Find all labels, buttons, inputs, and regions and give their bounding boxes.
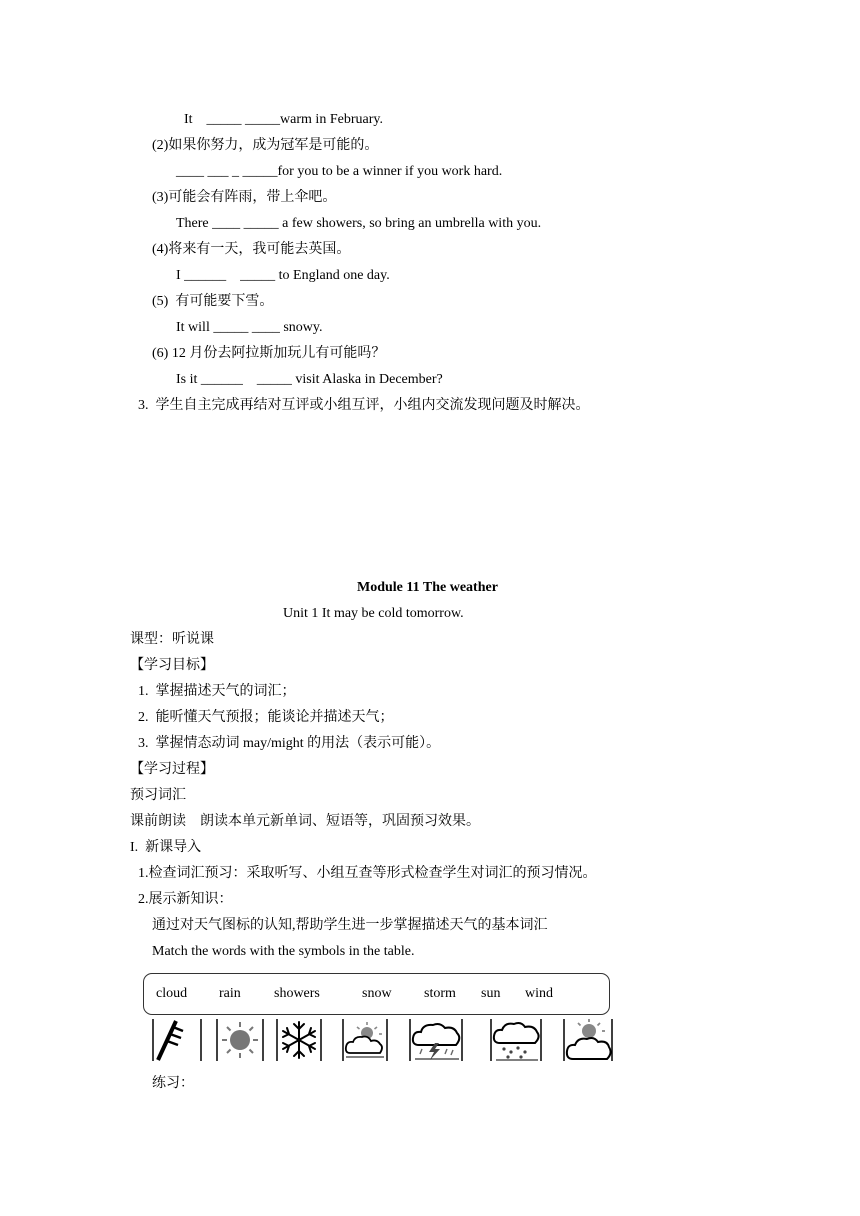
exercise-line-6: (4)将来有一天，我可能去英国。 bbox=[152, 242, 351, 257]
sun-cloud-icon bbox=[342, 1019, 388, 1061]
lesson-line-13: Match the words with the symbols in the table. bbox=[152, 944, 415, 959]
exercise-line-2: (2)如果你努力，成为冠军是可能的。 bbox=[152, 138, 379, 153]
exercise-line-4: (3)可能会有阵雨，带上伞吧。 bbox=[152, 190, 337, 205]
exercise-line-5: There ____ _____ a few showers, so bring an umbrella with you. bbox=[176, 216, 542, 231]
shower-cloud-icon bbox=[490, 1019, 542, 1061]
exercise-line-3: ____ ___ _ _____for you to be a winner if you work hard. bbox=[176, 164, 503, 179]
word-rain: rain bbox=[219, 986, 241, 1001]
sun-behind-cloud-icon bbox=[563, 1019, 613, 1061]
lesson-line-1: 课型：听说课 bbox=[130, 632, 214, 647]
word-snow: snow bbox=[362, 986, 392, 1001]
word-wind: wind bbox=[525, 986, 553, 1001]
lesson-line-8: 课前朗读 朗读本单元新单词、短语等，巩固预习效果。 bbox=[130, 814, 480, 829]
exercise-line-10: (6) 12 月份去阿拉斯加玩儿有可能吗？ bbox=[152, 346, 386, 361]
exercise-line-8: (5) 有可能要下雪。 bbox=[152, 294, 274, 309]
exercise-line-9: It will _____ ____ snowy. bbox=[176, 320, 323, 335]
lesson-line-11: 2.展示新知识： bbox=[138, 892, 233, 907]
unit-title: Unit 1 It may be cold tomorrow. bbox=[283, 606, 464, 621]
word-box bbox=[143, 973, 610, 1015]
lesson-line-9: I. 新课导入 bbox=[130, 840, 202, 855]
lesson-line-2: 【学习目标】 bbox=[130, 658, 214, 673]
module-title: Module 11 The weather bbox=[357, 580, 498, 595]
lesson-line-4: 2. 能听懂天气预报；能谈论并描述天气； bbox=[138, 710, 394, 725]
exercise-line-1: It _____ _____warm in February. bbox=[184, 112, 383, 127]
exercise-line-11: Is it ______ _____ visit Alaska in December? bbox=[176, 372, 443, 387]
lesson-line-3: 1. 掌握描述天气的词汇； bbox=[138, 684, 296, 699]
lesson-line-12: 通过对天气图标的认知,帮助学生进一步掌握描述天气的基本词汇 bbox=[152, 918, 548, 933]
practice-label: 练习： bbox=[152, 1076, 194, 1091]
lesson-line-6: 【学习过程】 bbox=[130, 762, 214, 777]
word-storm: storm bbox=[424, 986, 456, 1001]
word-sun: sun bbox=[481, 986, 501, 1001]
lesson-line-5: 3. 掌握情态动词 may/might 的用法（表示可能）。 bbox=[138, 736, 441, 751]
snowflake-icon bbox=[276, 1019, 322, 1061]
lesson-line-7: 预习词汇 bbox=[130, 788, 186, 803]
word-cloud: cloud bbox=[156, 986, 188, 1001]
word-showers: showers bbox=[274, 986, 320, 1001]
exercise-line-7: I ______ _____ to England one day. bbox=[176, 268, 390, 283]
wind-gauge-icon bbox=[152, 1019, 202, 1061]
exercise-line-12: 3. 学生自主完成再结对互评或小组互评，小组内交流发现问题及时解决。 bbox=[138, 398, 590, 413]
lesson-line-10: 1.检查词汇预习：采取听写、小组互查等形式检查学生对词汇的预习情况。 bbox=[138, 866, 597, 881]
sun-icon bbox=[216, 1019, 264, 1061]
storm-cloud-icon bbox=[409, 1019, 463, 1061]
